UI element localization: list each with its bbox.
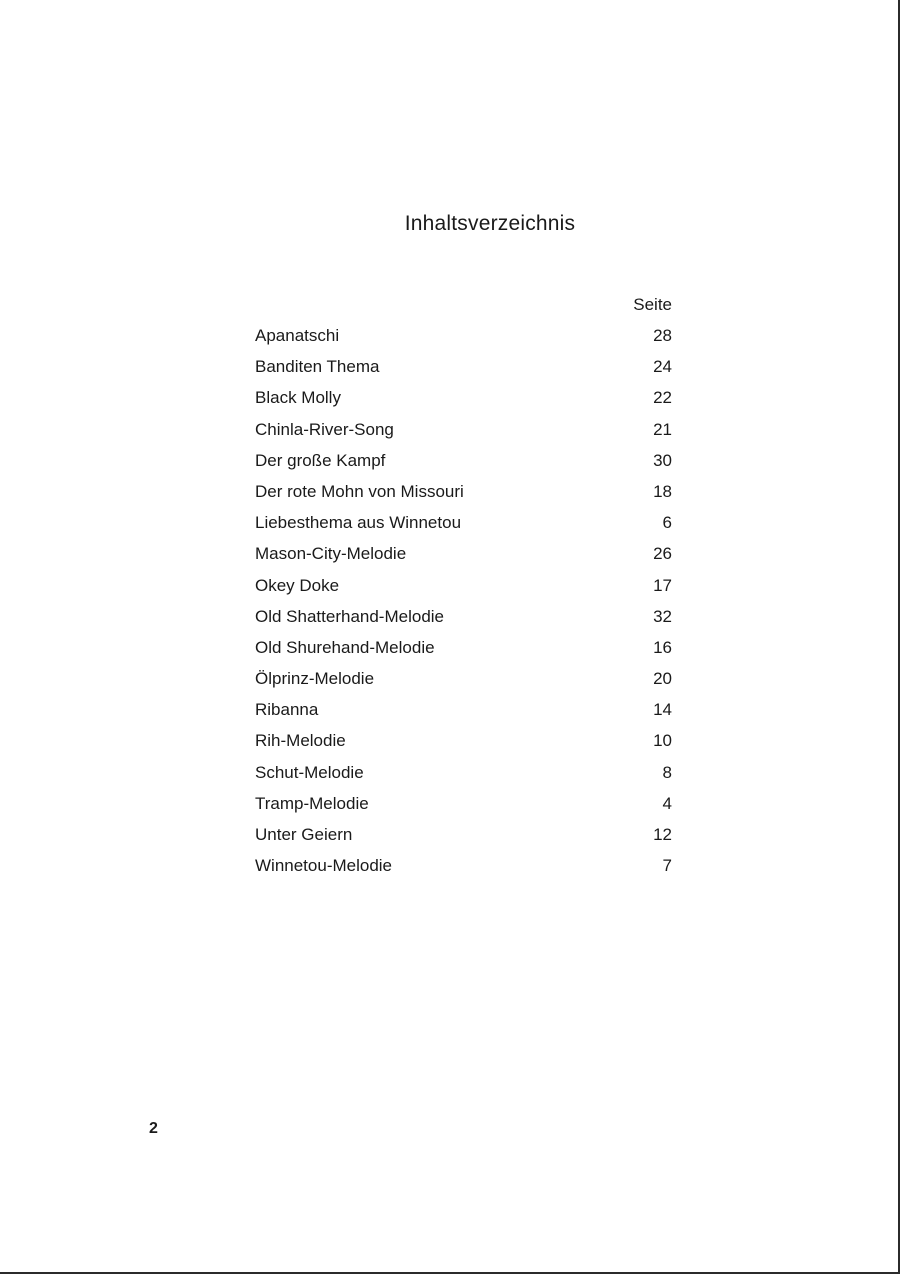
toc-entry-title: Chinla-River-Song (255, 419, 394, 439)
page-title: Inhaltsverzeichnis (404, 212, 576, 235)
toc-entry (255, 792, 672, 823)
toc-entry-page: 6 (662, 513, 672, 533)
toc-entry (255, 761, 672, 792)
toc-entry (255, 729, 672, 760)
toc-entry-page: 28 (653, 326, 672, 345)
toc-entry (255, 698, 672, 729)
toc-entry-page: 4 (662, 793, 672, 813)
toc-entry-page: 12 (653, 825, 672, 844)
toc-entry-title: Old Shatterhand-Melodie (255, 606, 445, 626)
toc-entry-title: Old Shurehand-Melodie (255, 637, 435, 657)
toc-entry (255, 574, 672, 605)
toc-entry-title: Der große Kampf (255, 450, 386, 470)
toc-entry-title: Mason-City-Melodie (255, 544, 407, 564)
toc-entry (255, 386, 672, 417)
toc-entry (255, 542, 672, 573)
page-number: 2 (149, 1120, 158, 1137)
toc-entry-title: Liebesthema aus Winnetou (255, 513, 462, 533)
toc-entry (255, 605, 672, 636)
toc-entry-page: 24 (653, 357, 672, 377)
toc-entry-title: Unter Geiern (255, 825, 353, 844)
page-column-header: Seite (633, 295, 672, 314)
toc-entry (255, 324, 672, 355)
toc-entry-page: 16 (653, 637, 672, 657)
toc-entry-page: 18 (653, 481, 672, 501)
toc-list (255, 324, 672, 885)
toc-entry-page: 7 (662, 856, 672, 876)
toc-entry (255, 480, 672, 511)
toc-entry (255, 449, 672, 480)
toc-entry (255, 854, 672, 885)
toc-entry-page: 14 (653, 700, 672, 720)
toc-entry-title: Okey Doke (255, 575, 340, 595)
toc-entry-title: Apanatschi (255, 326, 340, 345)
table-of-contents (255, 293, 672, 885)
toc-entry (255, 511, 672, 542)
toc-entry-title: Tramp-Melodie (255, 793, 369, 813)
toc-entry (255, 667, 672, 698)
toc-entry-page: 8 (662, 762, 672, 782)
toc-entry-page: 10 (653, 731, 672, 751)
toc-entry-page: 17 (653, 575, 672, 595)
toc-entry-page: 20 (653, 669, 672, 689)
toc-entry-title: Winnetou-Melodie (255, 856, 393, 876)
toc-entry-page: 21 (653, 419, 672, 439)
toc-entry-page: 22 (653, 388, 672, 408)
toc-entry-title: Ribanna (255, 700, 319, 720)
toc-entry (255, 823, 672, 854)
toc-entry-title: Der rote Mohn von Missouri (255, 481, 464, 501)
toc-entry-title: Rih-Melodie (255, 731, 346, 751)
toc-entry-page: 26 (653, 544, 672, 564)
toc-entry-title: Black Molly (255, 388, 341, 408)
toc-entry (255, 418, 672, 449)
toc-entry-page: 30 (653, 450, 672, 470)
toc-entry (255, 636, 672, 667)
toc-entry-page: 32 (653, 606, 672, 626)
toc-entry-title: Schut-Melodie (255, 762, 364, 782)
toc-entry-title: Banditen Thema (255, 357, 380, 377)
toc-entry-title: Ölprinz-Melodie (255, 669, 375, 689)
toc-entry (255, 355, 672, 386)
